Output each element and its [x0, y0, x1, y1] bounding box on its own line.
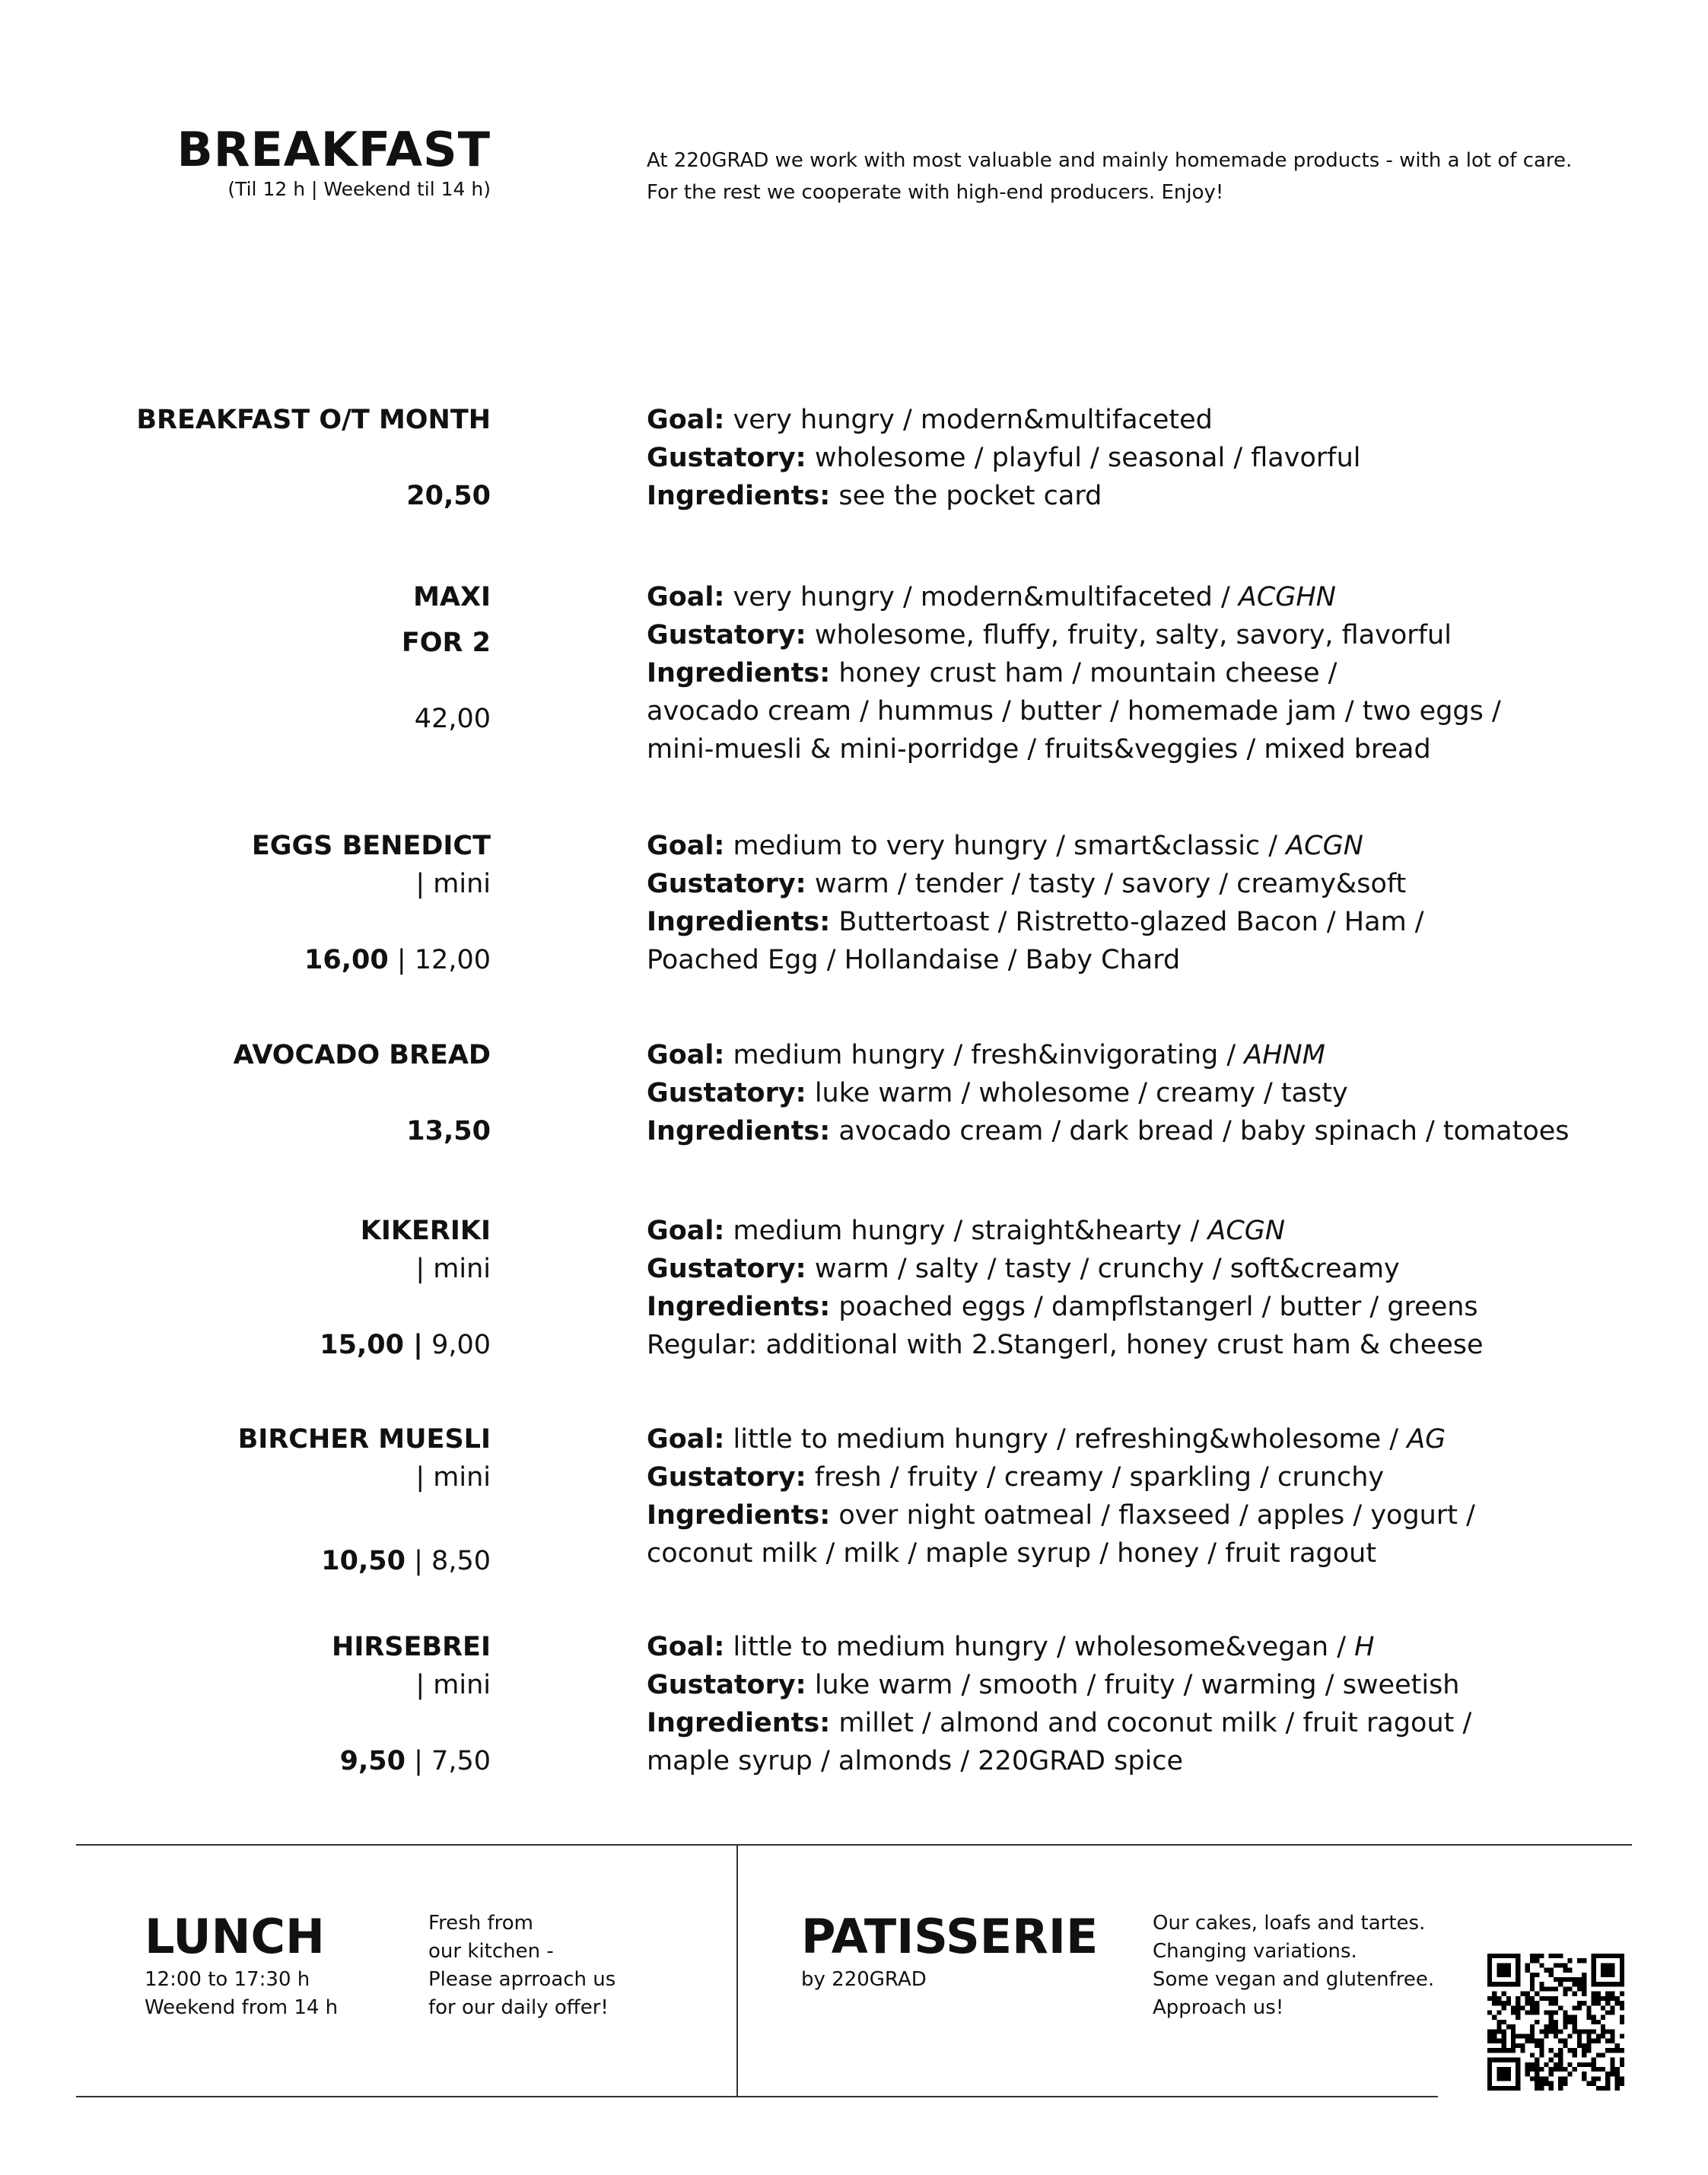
allergen-codes: AG [1407, 1424, 1446, 1455]
goal-line: Goal: very hungry / modern&multifaceted / ACGHN [647, 582, 1336, 612]
price-mini: | 8,50 [406, 1546, 491, 1576]
item-name: HIRSEBREI | mini [332, 1632, 491, 1700]
ingredients-line: Ingredients: honey crust ham / mountain cheese / [647, 658, 1337, 688]
gustatory-line: Gustatory: luke warm / wholesome / creamy / tasty [647, 1078, 1348, 1108]
ingredients-line-2: avocado cream / hummus / butter / homemade jam / two eggs / [647, 696, 1501, 727]
price-mini: | 7,50 [406, 1746, 491, 1776]
page-title: BREAKFAST [177, 122, 491, 177]
footer-divider-top [76, 1844, 1632, 1846]
gustatory-line: Gustatory: fresh / fruity / creamy / sparkling / crunchy [647, 1462, 1385, 1493]
gustatory-line: Gustatory: luke warm / smooth / fruity / warming / sweetish [647, 1670, 1460, 1700]
price-main: 16,00 [304, 945, 389, 975]
item-price [0, 477, 491, 515]
price-main: 13,50 [406, 1116, 491, 1146]
ingredients-line-2: coconut milk / milk / maple syrup / honey / fruit ragout [647, 1538, 1377, 1569]
item-name: MAXI FOR 2 [401, 582, 491, 658]
item-name: EGGS BENEDICT | mini [251, 831, 491, 899]
regular-note: Regular: additional with 2.Stangerl, honey crust ham & cheese [647, 1330, 1484, 1360]
item-name: KIKERIKI | mini [360, 1216, 491, 1284]
item-price [0, 1742, 491, 1780]
price-mini: | 12,00 [388, 945, 491, 975]
ingredients-line: Ingredients: millet / almond and coconut milk / fruit ragout / [647, 1708, 1472, 1738]
gustatory-line: Gustatory: wholesome, fluffy, fruity, salty, savory, flavorful [647, 620, 1452, 650]
goal-line: Goal: medium hungry / fresh&invigorating / AHNM [647, 1040, 1325, 1070]
ingredients-line-2: Poached Egg / Hollandaise / Baby Chard [647, 945, 1181, 975]
goal-line: Goal: little to medium hungry / refreshing&wholesome / AG [647, 1424, 1446, 1455]
allergen-codes: H [1354, 1632, 1375, 1662]
gustatory-line: Gustatory: wholesome / playful / seasonal / flavorful [647, 443, 1361, 473]
item-price [0, 1542, 491, 1580]
ingredients-line: Ingredients: see the pocket card [647, 481, 1102, 511]
lunch-hours: 12:00 to 17:30 h Weekend from 14 h [145, 1968, 339, 2019]
ingredients-line: Ingredients: over night oatmeal / flaxseed / apples / yogurt / [647, 1500, 1475, 1531]
gustatory-line: Gustatory: warm / tender / tasty / savory / creamy&soft [647, 869, 1407, 899]
ingredients-line-2: maple syrup / almonds / 220GRAD spice [647, 1746, 1184, 1776]
item-description [647, 827, 1681, 979]
price-main: 10,50 [321, 1546, 406, 1576]
intro-text [647, 145, 1636, 208]
item-description [647, 1212, 1681, 1364]
item-description [647, 1420, 1681, 1572]
price-main: 9,50 [339, 1746, 406, 1776]
item-description [647, 578, 1681, 768]
item-description [647, 1628, 1681, 1780]
item-name: BIRCHER MUESLI | mini [237, 1424, 491, 1493]
goal-line: Goal: little to medium hungry / wholesome&vegan / H [647, 1632, 1375, 1662]
ingredients-line: Ingredients: poached eggs / dampflstangerl / butter / greens [647, 1292, 1478, 1322]
price-mini: 9,00 [422, 1330, 491, 1360]
breakfast-hours: (Til 12 h | Weekend til 14 h) [227, 178, 491, 200]
item-price [0, 1326, 491, 1364]
item-description [647, 401, 1681, 515]
patisserie-subtitle: by 220GRAD [801, 1968, 927, 1991]
ingredients-line: Ingredients: Buttertoast / Ristretto-glazed Bacon / Ham / [647, 907, 1424, 937]
price-main: 15,00 | [320, 1330, 423, 1360]
goal-line: Goal: medium to very hungry / smart&classic / ACGN [647, 831, 1363, 861]
item-description [647, 1036, 1681, 1150]
item-price [0, 700, 491, 738]
footer-divider-vertical [736, 1844, 738, 2096]
lunch-description: Fresh from our kitchen - Please aprroach us for our daily offer! [428, 1912, 616, 2019]
patisserie-description: Our cakes, loafs and tartes. Changing variations. Some vegan and glutenfree. Approach us! [1153, 1912, 1435, 2019]
ingredients-line: Ingredients: avocado cream / dark bread / baby spinach / tomatoes [647, 1116, 1570, 1146]
gustatory-line: Gustatory: warm / salty / tasty / crunchy / soft&creamy [647, 1254, 1400, 1284]
allergen-codes: ACGN [1286, 831, 1363, 861]
item-name: BREAKFAST O/T MONTH [136, 405, 491, 435]
allergen-codes: AHNM [1244, 1040, 1325, 1070]
intro-line-1: At 220GRAD we work with most valuable and mainly homemade products - with a lot of care. [647, 149, 1573, 172]
allergen-codes: ACGN [1207, 1216, 1286, 1246]
item-price [0, 1112, 491, 1150]
price-main: 20,50 [406, 481, 491, 511]
goal-line: Goal: medium hungry / straight&hearty / ACGN [647, 1216, 1286, 1246]
item-price [0, 941, 491, 979]
price-regular: 42,00 [414, 704, 491, 734]
lunch-title: LUNCH [145, 1909, 325, 1964]
allergen-codes: ACGHN [1238, 582, 1336, 612]
item-name: AVOCADO BREAD [233, 1040, 491, 1070]
qr-code-icon[interactable] [1487, 1954, 1624, 2091]
footer-divider-bottom [76, 2096, 1438, 2097]
ingredients-line-3: mini-muesli & mini-porridge / fruits&veggies / mixed bread [647, 734, 1431, 765]
patisserie-title: PATISSERIE [801, 1909, 1099, 1964]
goal-line: Goal: very hungry / modern&multifaceted [647, 405, 1213, 435]
intro-line-2: For the rest we cooperate with high-end producers. Enjoy! [647, 181, 1224, 204]
